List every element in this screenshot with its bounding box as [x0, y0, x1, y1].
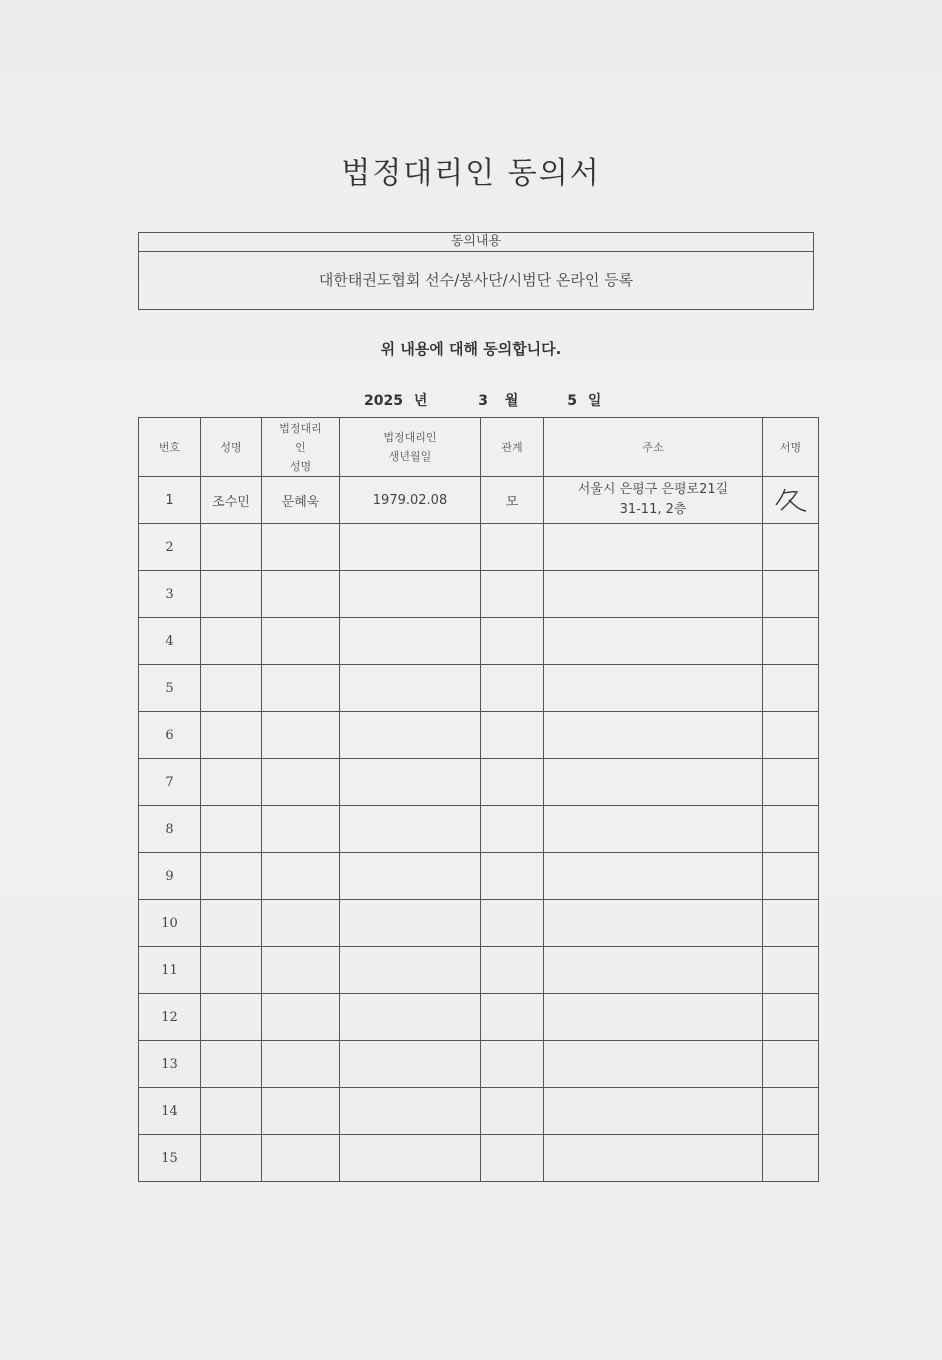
- header-name: 성명: [201, 418, 262, 477]
- header-guardian-name: [262, 418, 340, 477]
- row-no: 15: [139, 1135, 201, 1182]
- table-row: [139, 1135, 819, 1182]
- header-guardian-name-line3: 성명: [289, 459, 312, 473]
- row-address: [544, 477, 763, 524]
- row-no: 7: [139, 759, 201, 806]
- row-no: 3: [139, 571, 201, 618]
- table-row: [139, 712, 819, 759]
- row-relation: 모: [481, 477, 544, 524]
- header-guardian-name-line1: 법정대리: [279, 421, 322, 435]
- row-no: 11: [139, 947, 201, 994]
- row-address-line2: 31-11, 2층: [619, 502, 687, 517]
- agree-statement: 위 내용에 대해 동의합니다.: [380, 340, 562, 358]
- date-year-label: 년: [413, 393, 428, 409]
- row-address-line1: 서울시 은평구 은평로21길: [577, 482, 729, 497]
- row-no: 13: [139, 1041, 201, 1088]
- header-no: 번호: [139, 418, 201, 477]
- date-month-label: 월: [504, 393, 519, 409]
- header-signature: 서명: [763, 418, 819, 477]
- header-guardian-birth-line1: 법정대리인: [383, 431, 437, 444]
- row-no: 8: [139, 806, 201, 853]
- date-day: 5: [567, 393, 578, 409]
- guardian-table: [138, 417, 819, 1182]
- table-row: [139, 665, 819, 712]
- table-row: [139, 524, 819, 571]
- row-no: 1: [139, 477, 201, 524]
- table-row: [139, 477, 819, 524]
- header-relation: 관계: [481, 418, 544, 477]
- row-no: 9: [139, 853, 201, 900]
- table-row: [139, 1041, 819, 1088]
- row-guardian-birth: 1979.02.08: [340, 477, 481, 524]
- row-no: 10: [139, 900, 201, 947]
- row-no: 2: [139, 524, 201, 571]
- table-header-row: [139, 418, 819, 477]
- row-name: 조수민: [201, 477, 262, 524]
- handwritten-signature: [771, 483, 811, 517]
- consent-box: [138, 232, 814, 310]
- date-day-label: 일: [587, 393, 602, 409]
- table-row: [139, 571, 819, 618]
- row-guardian-name: 문혜욱: [262, 477, 340, 524]
- table-row: [139, 759, 819, 806]
- row-no: 6: [139, 712, 201, 759]
- table-row: [139, 853, 819, 900]
- row-no: 14: [139, 1088, 201, 1135]
- consent-header: 동의내용: [139, 233, 813, 252]
- date-month: 3: [478, 393, 488, 409]
- row-no: 5: [139, 665, 201, 712]
- document-title: 법정대리인 동의서: [341, 156, 601, 191]
- consent-text: 대한태권도협회 선수/봉사단/시범단 온라인 등록: [318, 271, 634, 289]
- table-row: [139, 1088, 819, 1135]
- header-address: 주소: [544, 418, 763, 477]
- table-row: [139, 947, 819, 994]
- header-guardian-birth: [340, 418, 481, 477]
- row-no: 4: [139, 618, 201, 665]
- date-year: 2025: [364, 393, 403, 409]
- row-no: 12: [139, 994, 201, 1041]
- document-date: [364, 390, 601, 410]
- table-row: [139, 618, 819, 665]
- table-row: [139, 806, 819, 853]
- table-row: [139, 900, 819, 947]
- row-signature: [763, 477, 819, 524]
- header-guardian-name-line2: 인: [295, 440, 306, 454]
- table-row: [139, 994, 819, 1041]
- header-guardian-birth-line2: 생년월일: [388, 450, 432, 463]
